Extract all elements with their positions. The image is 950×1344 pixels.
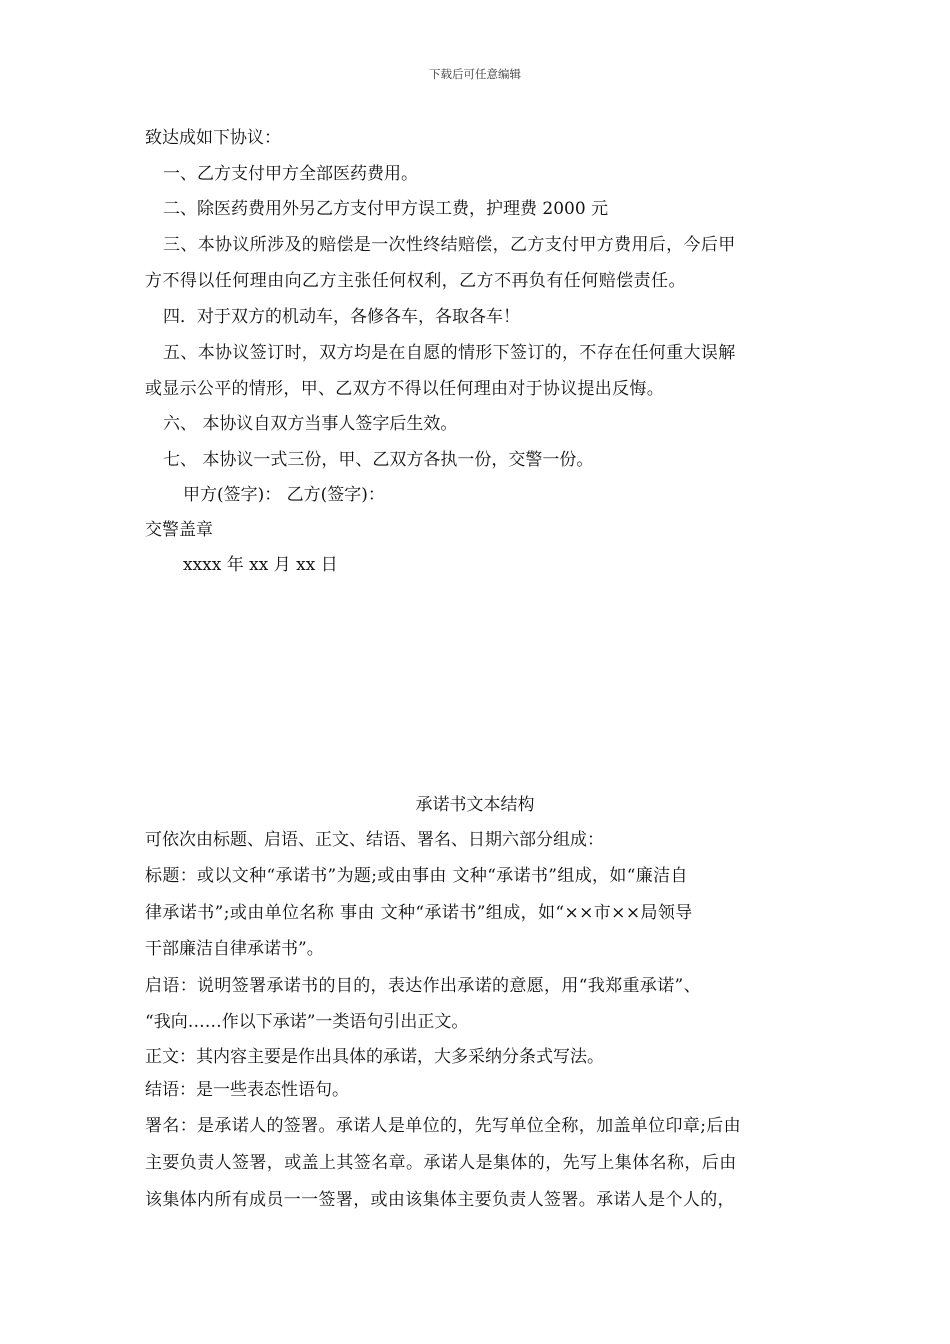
clause-3-line-1: 三、本协议所涉及的赔偿是一次性终结赔偿，乙方支付甲方费用后，今后甲 xyxy=(163,235,736,255)
clause-5-line-1: 五、本协议签订时，双方均是在自愿的情形下签订的，不存在任何重大误解 xyxy=(163,343,736,363)
clause-6: 六、 本协议自双方当事人签字后生效。 xyxy=(163,414,458,434)
opening-desc-line-2: “我向……作以下承诺”一类语句引出正文。 xyxy=(145,1012,469,1032)
structure-intro: 可依次由标题、启语、正文、结语、署名、日期六部分组成： xyxy=(145,830,604,850)
section-title: 承诺书文本结构 xyxy=(415,795,535,815)
opening-desc-line-1: 启语：说明签署承诺书的目的，表达作出承诺的意愿，用“我郑重承诺”、 xyxy=(145,976,701,996)
police-seal-label: 交警盖章 xyxy=(145,520,213,540)
body-desc: 正文：其内容主要是作出具体的承诺，大多采纳分条式写法。 xyxy=(145,1047,604,1067)
clause-2: 二、除医药费用外另乙方支付甲方误工费，护理费 2000 元 xyxy=(163,199,609,219)
clause-7: 七、 本协议一式三份，甲、乙双方各执一份，交警一份。 xyxy=(163,450,594,470)
signature-desc-line-1: 署名：是承诺人的签署。承诺人是单位的，先写单位全称，加盖单位印章;后由 xyxy=(145,1116,741,1136)
clause-4: 四．对于双方的机动车，各修各车，各取各车！ xyxy=(163,307,520,327)
title-desc-line-2: 律承诺书”;或由单位名称 事由 文种“承诺书”组成，如“××市××局领导 xyxy=(145,903,693,923)
agreement-intro: 致达成如下协议： xyxy=(145,128,281,148)
title-desc-line-1: 标题：或以文种“承诺书”为题;或由事由 文种“承诺书”组成，如“廉洁自 xyxy=(145,866,688,886)
date-line: xxxx 年 xx 月 xx 日 xyxy=(183,555,338,575)
signature-desc-line-2: 主要负责人签署，或盖上其签名章。承诺人是集体的，先写上集体名称，后由 xyxy=(145,1153,737,1173)
signature-desc-line-3: 该集体内所有成员一一签署，或由该集体主要负责人签署。承诺人是个人的， xyxy=(145,1190,735,1210)
title-desc-line-3: 干部廉洁自律承诺书”。 xyxy=(145,939,324,959)
signature-line: 甲方(签字)： 乙方(签字)： xyxy=(183,485,385,505)
clause-1: 一、乙方支付甲方全部医药费用。 xyxy=(163,164,418,184)
closing-desc: 结语：是一些表态性语句。 xyxy=(145,1080,349,1100)
clause-3-line-2: 方不得以任何理由向乙方主张任何权利，乙方不再负有任何赔偿责任。 xyxy=(145,271,686,291)
page-header: 下载后可任意编辑 xyxy=(429,67,521,81)
clause-5-line-2: 或显示公平的情形，甲、乙双方不得以任何理由对于协议提出反悔。 xyxy=(145,379,664,399)
